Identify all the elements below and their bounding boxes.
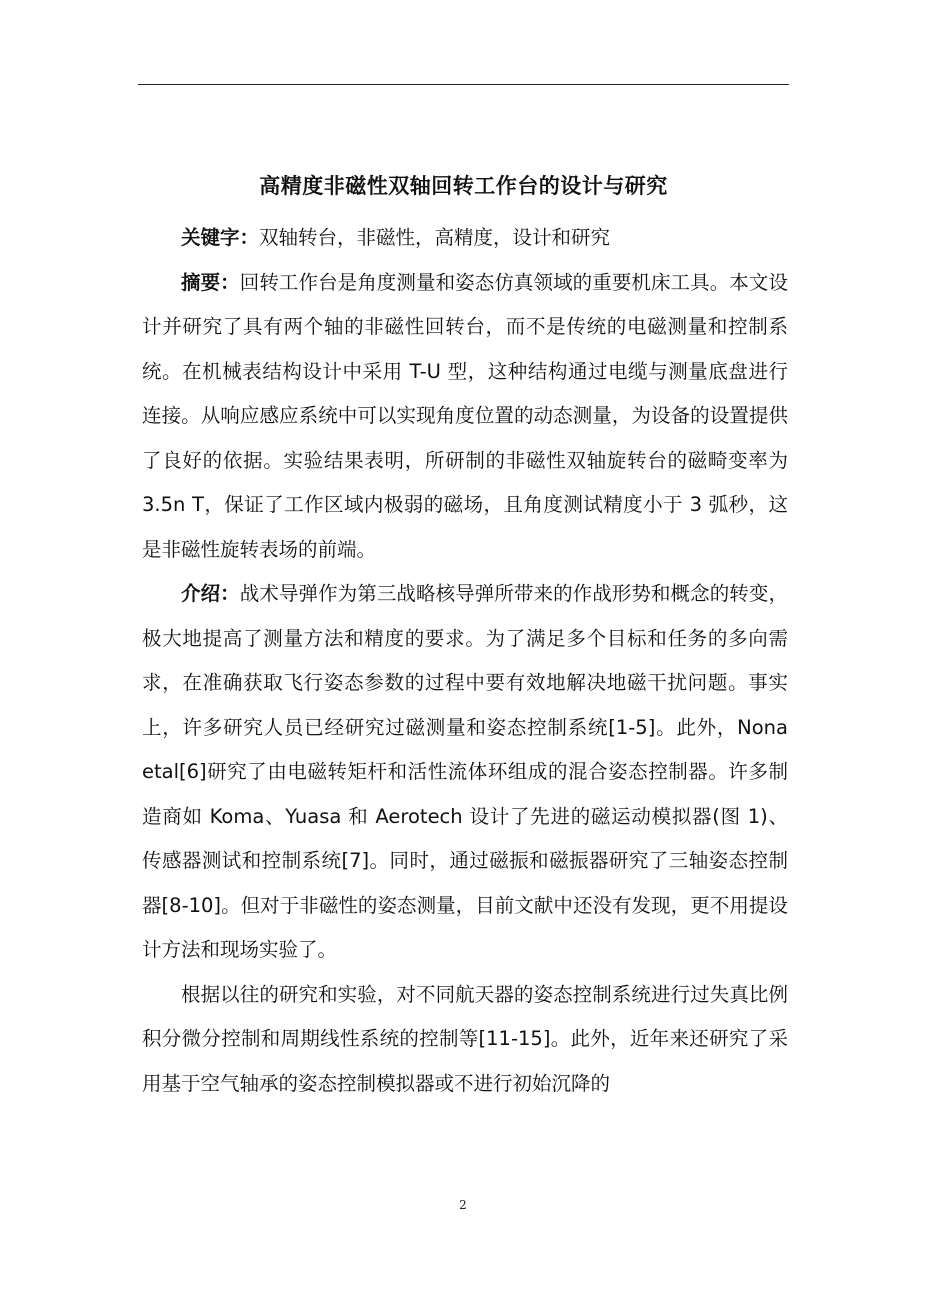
document-body xyxy=(142,216,788,1106)
document-title: 高精度非磁性双轴回转工作台的设计与研究 xyxy=(259,174,668,198)
introduction-paragraph xyxy=(142,572,788,973)
keywords-paragraph xyxy=(142,216,788,261)
abstract-paragraph xyxy=(142,261,788,573)
body-paragraph: 根据以往的研究和实验，对不同航天器的姿态控制系统进行过失真比例积分微分控制和周期线性系统的控制等[11-15]。此外，近年来还研究了采用基于空气轴承的姿态控制模拟器或不进行初始沉降的 xyxy=(142,982,788,1095)
introduction-text: 战术导弹作为第三战略核导弹所带来的作战形势和概念的转变，极大地提高了测量方法和精度的要求。为了满足多个目标和任务的多向需求，在准确获取飞行姿态参数的过程中要有效地解决地磁干扰问题。事实上，许多研究人员已经研究过磁测量和姿态控制系统[1-5]。此外，Nona etal[6]研究了由电磁转矩杆和活性流体环组成的混合姿态控制器。许多制造商如 Koma、Yuasa 和 Aerotech 设计了先进的磁运动模拟器(图 1)、传感器测试和控制系统[7]。同时，通过磁振和磁振器研究了三轴姿态控制器[8-10]。但对于非磁性的姿态测量，目前文献中还没有发现，更不用提设计方法和现场实验了。 xyxy=(142,582,788,961)
header-rule xyxy=(138,84,789,85)
abstract-label: 摘要： xyxy=(181,270,240,294)
keywords-label: 关键字： xyxy=(181,226,260,249)
abstract-text: 回转工作台是角度测量和姿态仿真领域的重要机床工具。本文设计并研究了具有两个轴的非磁性回转台，而不是传统的电磁测量和控制系统。在机械表结构设计中采用 T-U 型，这种结构通过电缆与测量底盘进行连接。从响应感应系统中可以实现角度位置的动态测量，为设备的设置提供了良好的依据。实验结果表明，所研制的非磁性双轴旋转台的磁畸变率为 3.5n T，保证了工作区域内极弱的磁场，且角度测试精度小于 3 弧秒，这是非磁性旋转表场的前端。 xyxy=(142,270,788,561)
keywords-text: 双轴转台，非磁性，高精度，设计和研究 xyxy=(259,226,611,249)
page-number: 2 xyxy=(459,1198,467,1212)
introduction-label: 介绍： xyxy=(181,582,240,605)
